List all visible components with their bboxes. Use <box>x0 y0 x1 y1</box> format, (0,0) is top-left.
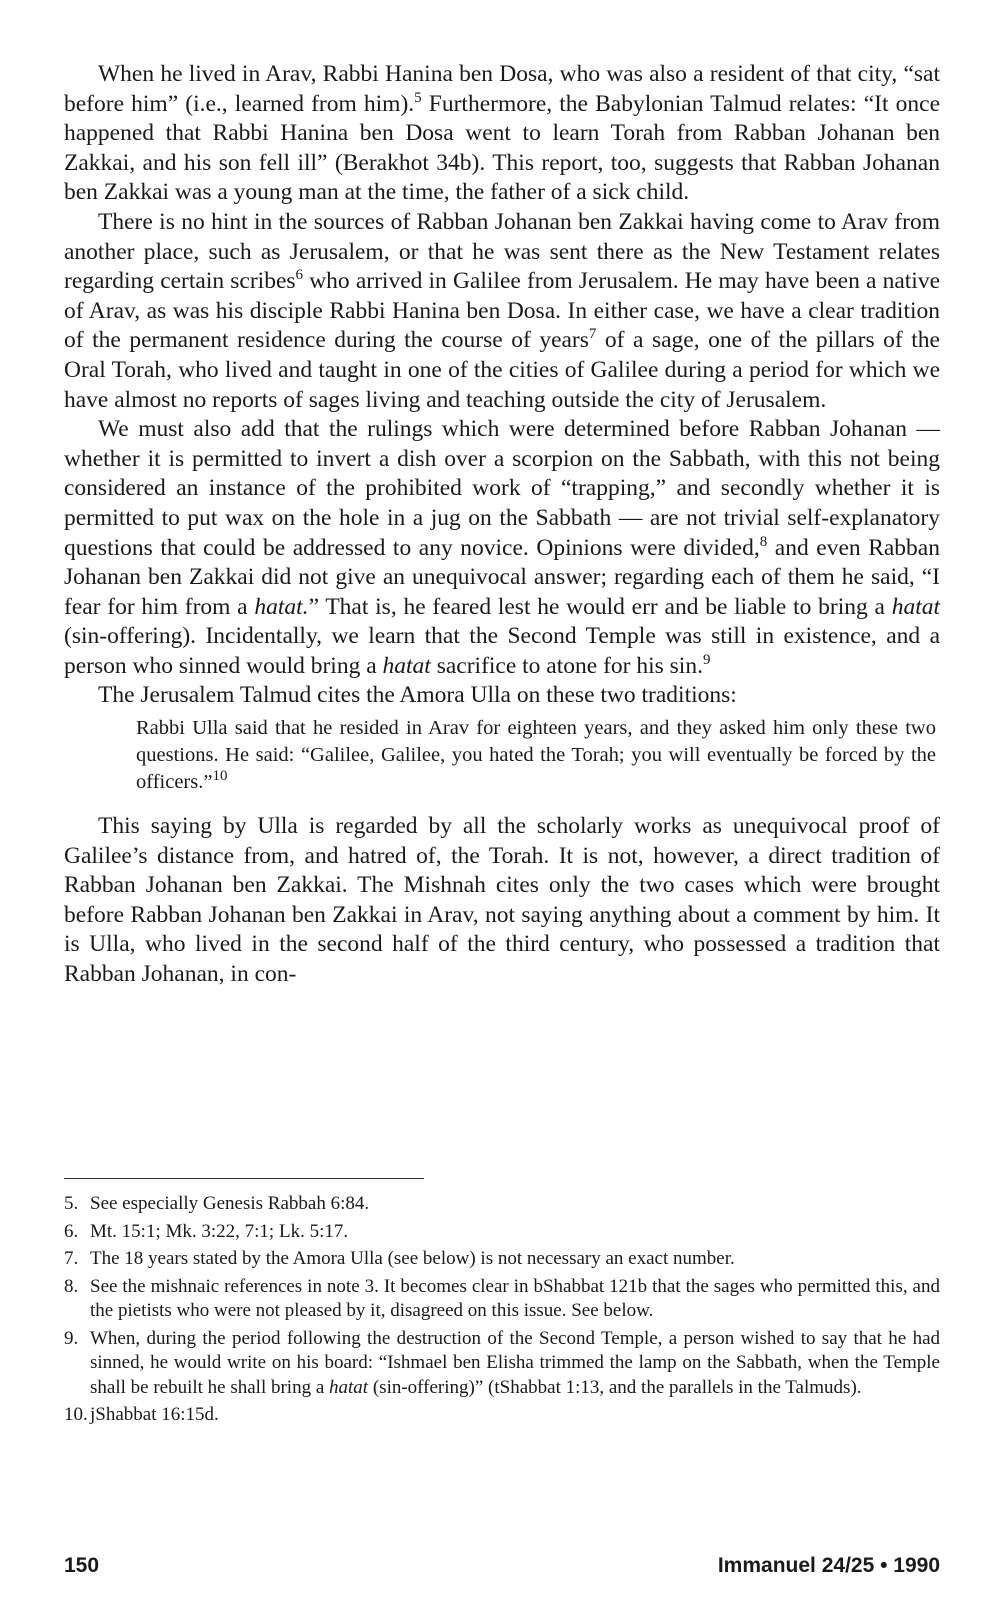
paragraph <box>64 208 940 415</box>
text-run: When, during the period following the destruction of the Second Temple, a person wished to say that he had sinned, he would write on his board: “Ishmael ben Elisha trimmed the lamp on the Sabbath, when the Temple shall be rebuilt he shall bring a <box>90 1327 940 1398</box>
footnote-ref: 7 <box>588 326 597 343</box>
text-run: We must also add that the rulings which were determined before Rabban Johanan — whether it is permitted to invert a dish over a scorpion on the Sabbath, with this not being considered an instance of the prohibited work of “trapping,” and secondly whether it is permitted to put wax on the hole in a jug on the Sabbath — are not trivial self-explanatory questions that could be addressed to any novice. Opinions were divided, <box>64 416 940 561</box>
block-quote <box>136 715 936 796</box>
main-text <box>64 60 940 990</box>
paragraph <box>64 415 940 681</box>
footnote <box>64 1275 940 1324</box>
footnote-text <box>90 1247 940 1272</box>
text-run: See the mishnaic references in note 3. It becomes clear in bShabbat 121b that the sages who permitted this, and the pietists who were not pleased by it, disagreed on this issue. See below. <box>90 1275 940 1321</box>
footnote <box>64 1247 940 1272</box>
journal-citation: Immanuel 24/25 • 1990 <box>717 1554 940 1577</box>
italic-term: hatat <box>891 593 940 620</box>
text-run: and even Rabban Johanan ben Zakkai did not give an unequivocal answer; regarding each of them he said, “I fear for him from a <box>64 534 940 620</box>
footnote-text <box>90 1275 940 1324</box>
text-run: When he lived in Arav, Rabbi Hanina ben Dosa, who was also a resident of that city, “sat before him” (i.e., learned from him). <box>64 61 940 117</box>
footnote-text <box>90 1220 940 1245</box>
footnote <box>64 1327 940 1401</box>
text-run: The Jerusalem Talmud cites the Amora Ulla on these two traditions: <box>98 682 737 709</box>
italic-term: hatat <box>329 1376 369 1398</box>
page-number: 150 <box>64 1554 100 1577</box>
footnote-divider <box>64 1178 424 1179</box>
footnote-ref: 5 <box>414 89 422 106</box>
footnote-text <box>90 1192 940 1217</box>
footnote <box>64 1192 940 1217</box>
text-run: There is no hint in the sources of Rabban Johanan ben Zakkai having come to Arav from another place, such as Jerusalem, or that he was sent there as the New Testament relates regarding certain scribes <box>64 208 940 295</box>
text-run: (sin-offering)” (tShabbat 1:13, and the parallels in the Talmuds). <box>368 1376 862 1398</box>
body-paragraphs <box>64 60 940 711</box>
paragraph <box>64 812 940 990</box>
footnote-number: 8. <box>64 1275 79 1297</box>
text-run: Furthermore, the Babylonian Talmud relates: “It once happened that Rabbi Hanina ben Dosa went to learn Torah from Rabban Johanan ben Zakkai, and his son fell ill” (Berakhot 34b). This report, too, suggests that Rabban Johanan ben Zakkai was a young man at the time, the father of a sick child. <box>64 90 940 206</box>
text-run: The 18 years stated by the Amora Ulla (see below) is not necessary an exact number. <box>90 1248 735 1269</box>
footnote-ref: 6 <box>295 267 304 284</box>
footnote-number: 9. <box>64 1327 79 1349</box>
footnote-text <box>90 1403 940 1428</box>
footnote-ref: 9 <box>702 652 711 669</box>
text-run: (sin-offering). Incidentally, we learn that the Second Temple was still in existence, and a person who sinned would bring a <box>64 623 940 679</box>
text-run: Rabbi Ulla said that he resided in Arav for eighteen years, and they asked him only these two questions. He said: “Galilee, Galilee, you hated the Torah; you will eventually be forced by the officers.” <box>136 717 936 794</box>
text-run: sacrifice to atone for his sin. <box>430 652 703 679</box>
footnote-text <box>90 1327 940 1401</box>
text-run: See especially Genesis Rabbah 6:84. <box>90 1193 370 1214</box>
text-run: ” That is, he feared lest he would err and be liable to bring a <box>308 593 892 620</box>
text-run: of a sage, one of the pillars of the Oral Torah, who lived and taught in one of the cities of Galilee during a period for which we have almost no reports of sages living and teaching outside the city of Jerusalem. <box>64 327 940 413</box>
text-run: This saying by Ulla is regarded by all the scholarly works as unequivocal proof of Galilee’s distance from, and hatred of, the Torah. It is not, however, a direct tradition of Rabban Johanan ben Zakkai. The Mishnah cites only the two cases which were brought before Rabban Johanan ben Zakkai in Arav, not saying anything about a comment by him. It is Ulla, who lived in the second half of the third century, who possessed a tradition that Rabban Johanan, in con- <box>64 813 940 988</box>
page-footer <box>64 1554 940 1578</box>
paragraph <box>64 60 940 208</box>
footnote-ref: 8 <box>759 533 768 550</box>
footnote <box>64 1403 940 1428</box>
closing-text <box>64 812 940 990</box>
paragraph <box>64 681 940 711</box>
footnote-ref: 10 <box>212 768 228 785</box>
text-run: Mt. 15:1; Mk. 3:22, 7:1; Lk. 5:17. <box>90 1220 349 1242</box>
text-run: jShabbat 16:15d. <box>90 1404 219 1425</box>
footnote <box>64 1220 940 1245</box>
footnotes <box>64 1192 940 1431</box>
footnote-number: 5. <box>64 1193 79 1214</box>
footnote-number: 10. <box>64 1404 88 1425</box>
italic-term: hatat. <box>254 593 309 620</box>
text-run: who arrived in Galilee from Jerusalem. He may have been a native of Arav, as was his disciple Rabbi Hanina ben Dosa. In either case, we have a clear tradition of the permanent residence during the course of years <box>64 268 941 354</box>
italic-term: hatat <box>382 652 431 679</box>
footnote-number: 7. <box>64 1248 79 1269</box>
footnote-number: 6. <box>64 1220 79 1242</box>
